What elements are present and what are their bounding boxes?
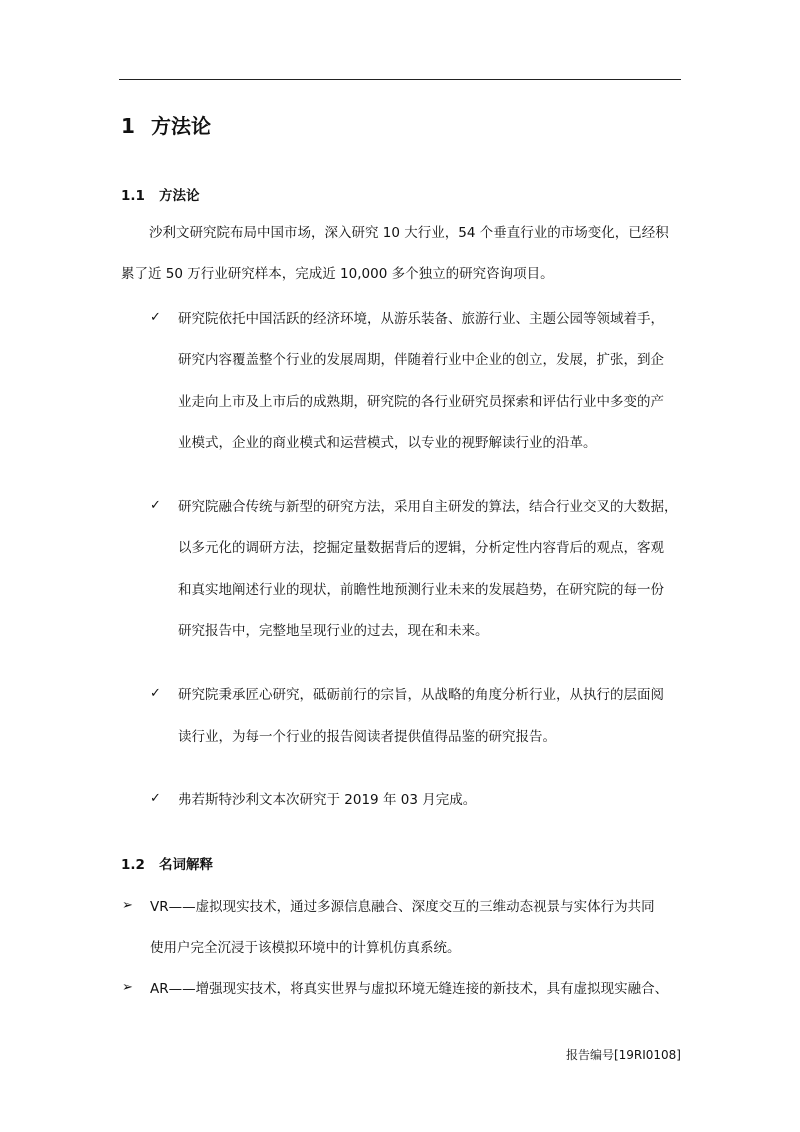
check-icon: ✓ [150,791,161,806]
bullet-line: 研究内容覆盖整个行业的发展周期，伴随着行业中企业的创立，发展，扩张，到企 [178,352,664,368]
subsection-title: 名词解释 [159,857,213,873]
term-line: VR——虚拟现实技术，通过多源信息融合、深度交互的三维动态视景与实体行为共同 [150,899,655,915]
term-line: AR——增强现实技术，将真实世界与虚拟环境无缝连接的新技术，具有虚拟现实融合、 [150,981,669,997]
bullet-line: 弗若斯特沙利文本次研究于 2019 年 03 月完成。 [178,792,477,808]
bullet-line: 和真实地阐述行业的现状，前瞻性地预测行业未来的发展趋势，在研究院的每一份 [178,582,664,598]
report-number: 报告编号[19RI0108] [565,1048,681,1062]
bullet-line: 研究院融合传统与新型的研究方法，采用自主研发的算法，结合行业交叉的大数据， [178,499,678,515]
arrow-bullet-icon: ➢ [122,980,133,995]
bullet-line: 研究院依托中国活跃的经济环境，从游乐装备、旅游行业、主题公园等领域着手， [178,311,664,327]
bullet-line: 研究报告中，完整地呈现行业的过去，现在和未来。 [178,623,489,639]
header-rule [119,79,681,80]
section-heading-1 [121,110,211,139]
bullet-line: 研究院秉承匠心研究，砥砺前行的宗旨，从战略的角度分析行业，从执行的层面阅 [178,687,664,703]
check-icon: ✓ [150,498,161,513]
subsection-title: 方法论 [159,188,200,204]
subsection-number: 1.1 [121,188,145,204]
check-icon: ✓ [150,310,161,325]
bullet-line: 以多元化的调研方法，挖掘定量数据背后的逻辑，分析定性内容背后的观点，客观 [178,540,664,556]
subsection-number: 1.2 [121,857,145,873]
term-line: 使用户完全沉浸于该模拟环境中的计算机仿真系统。 [150,940,461,956]
arrow-bullet-icon: ➢ [122,898,133,913]
subsection-heading-1-1 [121,184,200,204]
section-title: 方法论 [151,114,211,138]
check-icon: ✓ [150,686,161,701]
bullet-line: 业模式，企业的商业模式和运营模式，以专业的视野解读行业的沿革。 [178,435,597,451]
section-number: 1 [121,114,135,138]
intro-line-1: 沙利文研究院布局中国市场，深入研究 10 大行业，54 个垂直行业的市场变化，已经积 [149,225,669,241]
bullet-line: 业走向上市及上市后的成熟期，研究院的各行业研究员探索和评估行业中多变的产 [178,394,664,410]
bullet-line: 读行业，为每一个行业的报告阅读者提供值得品鉴的研究报告。 [178,729,556,745]
subsection-heading-1-2 [121,853,213,873]
intro-line-2: 累了近 50 万行业研究样本，完成近 10,000 多个独立的研究咨询项目。 [121,266,554,282]
